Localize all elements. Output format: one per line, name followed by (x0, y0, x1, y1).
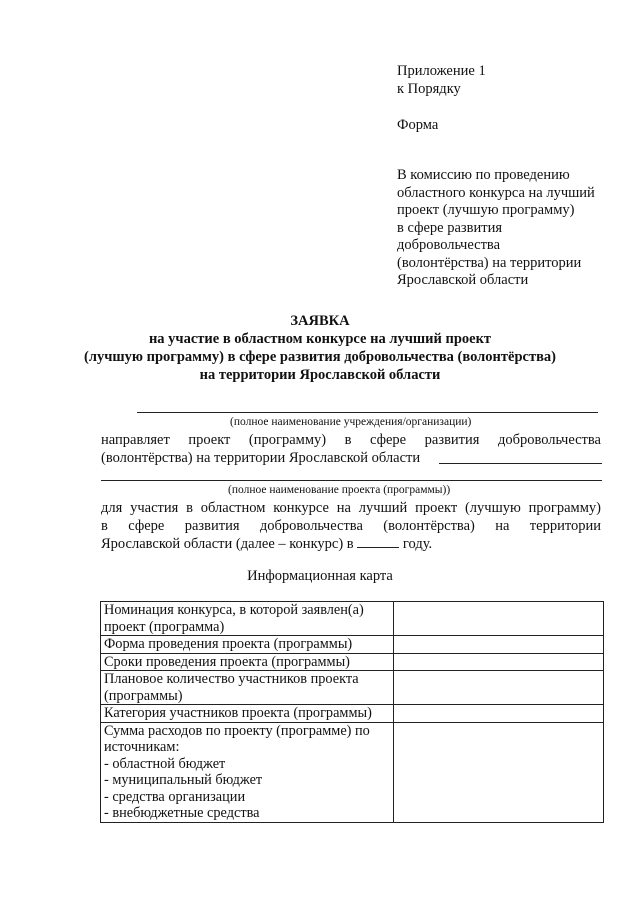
addressee-line: добровольчества (397, 237, 501, 253)
expenses-label-cell (101, 722, 394, 822)
appendix-reference: к Порядку (397, 80, 461, 97)
row-label: Плановое количество участников проекта (программы) (101, 671, 394, 705)
addressee-block (397, 167, 595, 290)
expense-source: - средства организации (104, 788, 246, 805)
expense-source: - областной бюджет (104, 755, 226, 772)
table-row (101, 602, 604, 636)
row-label: Категория участников проекта (программы) (101, 705, 394, 723)
row-label: Форма проведения проекта (программы) (101, 636, 394, 654)
row-label: Номинация конкурса, в которой заявлен(а) проект (программа) (101, 602, 394, 636)
addressee-line: областного конкурса на лучший (397, 184, 595, 201)
row-value-cell[interactable] (394, 602, 604, 636)
table-row-expenses (101, 722, 604, 822)
document-title: ЗАЯВКА (290, 313, 350, 329)
organization-name-blank[interactable] (137, 412, 598, 413)
project-caption: (полное наименование проекта (программы)) (228, 484, 451, 496)
addressee-line: проект (лучшую программу) (397, 202, 575, 218)
title-subline: на участие в областном конкурсе на лучший проект (148, 331, 492, 347)
table-row (101, 705, 604, 723)
addressee-line: в сфере развития (397, 219, 503, 236)
appendix-header (397, 63, 486, 98)
body-line: для участия в областном конкурсе на лучший проект (лучшую программу) (101, 500, 601, 516)
title-subline: на территории Ярославской области (199, 367, 441, 383)
body-line: направляет проект (программу) в сфере развития добровольчества (101, 432, 601, 448)
table-row (101, 653, 604, 671)
organization-caption: (полное наименование учреждения/организации) (230, 416, 472, 428)
body-line: (волонтёрства) на территории Ярославской области (101, 450, 421, 466)
form-label: Форма (397, 117, 439, 133)
project-name-blank-line2[interactable] (101, 480, 602, 481)
body-line: в сфере развития добровольчества (волонтёрства) на территории (101, 518, 601, 534)
expenses-value-cell[interactable] (394, 722, 604, 822)
row-value-cell[interactable] (394, 671, 604, 705)
table-row (101, 636, 604, 654)
info-card-table (100, 601, 604, 823)
expenses-label: Сумма расходов по проекту (программе) по источникам: (104, 722, 370, 755)
table-row (101, 671, 604, 705)
row-value-cell[interactable] (394, 636, 604, 654)
project-name-blank[interactable] (439, 463, 602, 464)
row-value-cell[interactable] (394, 705, 604, 723)
contest-year-suffix: году. (402, 536, 433, 552)
contest-year-blank[interactable] (357, 535, 399, 548)
addressee-line: Ярославской области (397, 272, 529, 288)
expense-source: - внебюджетные средства (104, 805, 260, 821)
info-card-title: Информационная карта (247, 568, 393, 584)
addressee-line: В комиссию по проведению (397, 167, 570, 183)
body-line-contest-year (101, 535, 432, 553)
contest-year-prefix: Ярославской области (далее – конкурс) в (101, 536, 354, 552)
appendix-line: Приложение 1 (397, 63, 486, 79)
row-value-cell[interactable] (394, 653, 604, 671)
expense-source: - муниципальный бюджет (104, 772, 263, 788)
addressee-line: (волонтёрства) на территории (397, 254, 582, 271)
row-label: Сроки проведения проекта (программы) (101, 653, 394, 671)
title-subline: (лучшую программу) в сфере развития добровольчества (волонтёрства) (84, 349, 556, 365)
